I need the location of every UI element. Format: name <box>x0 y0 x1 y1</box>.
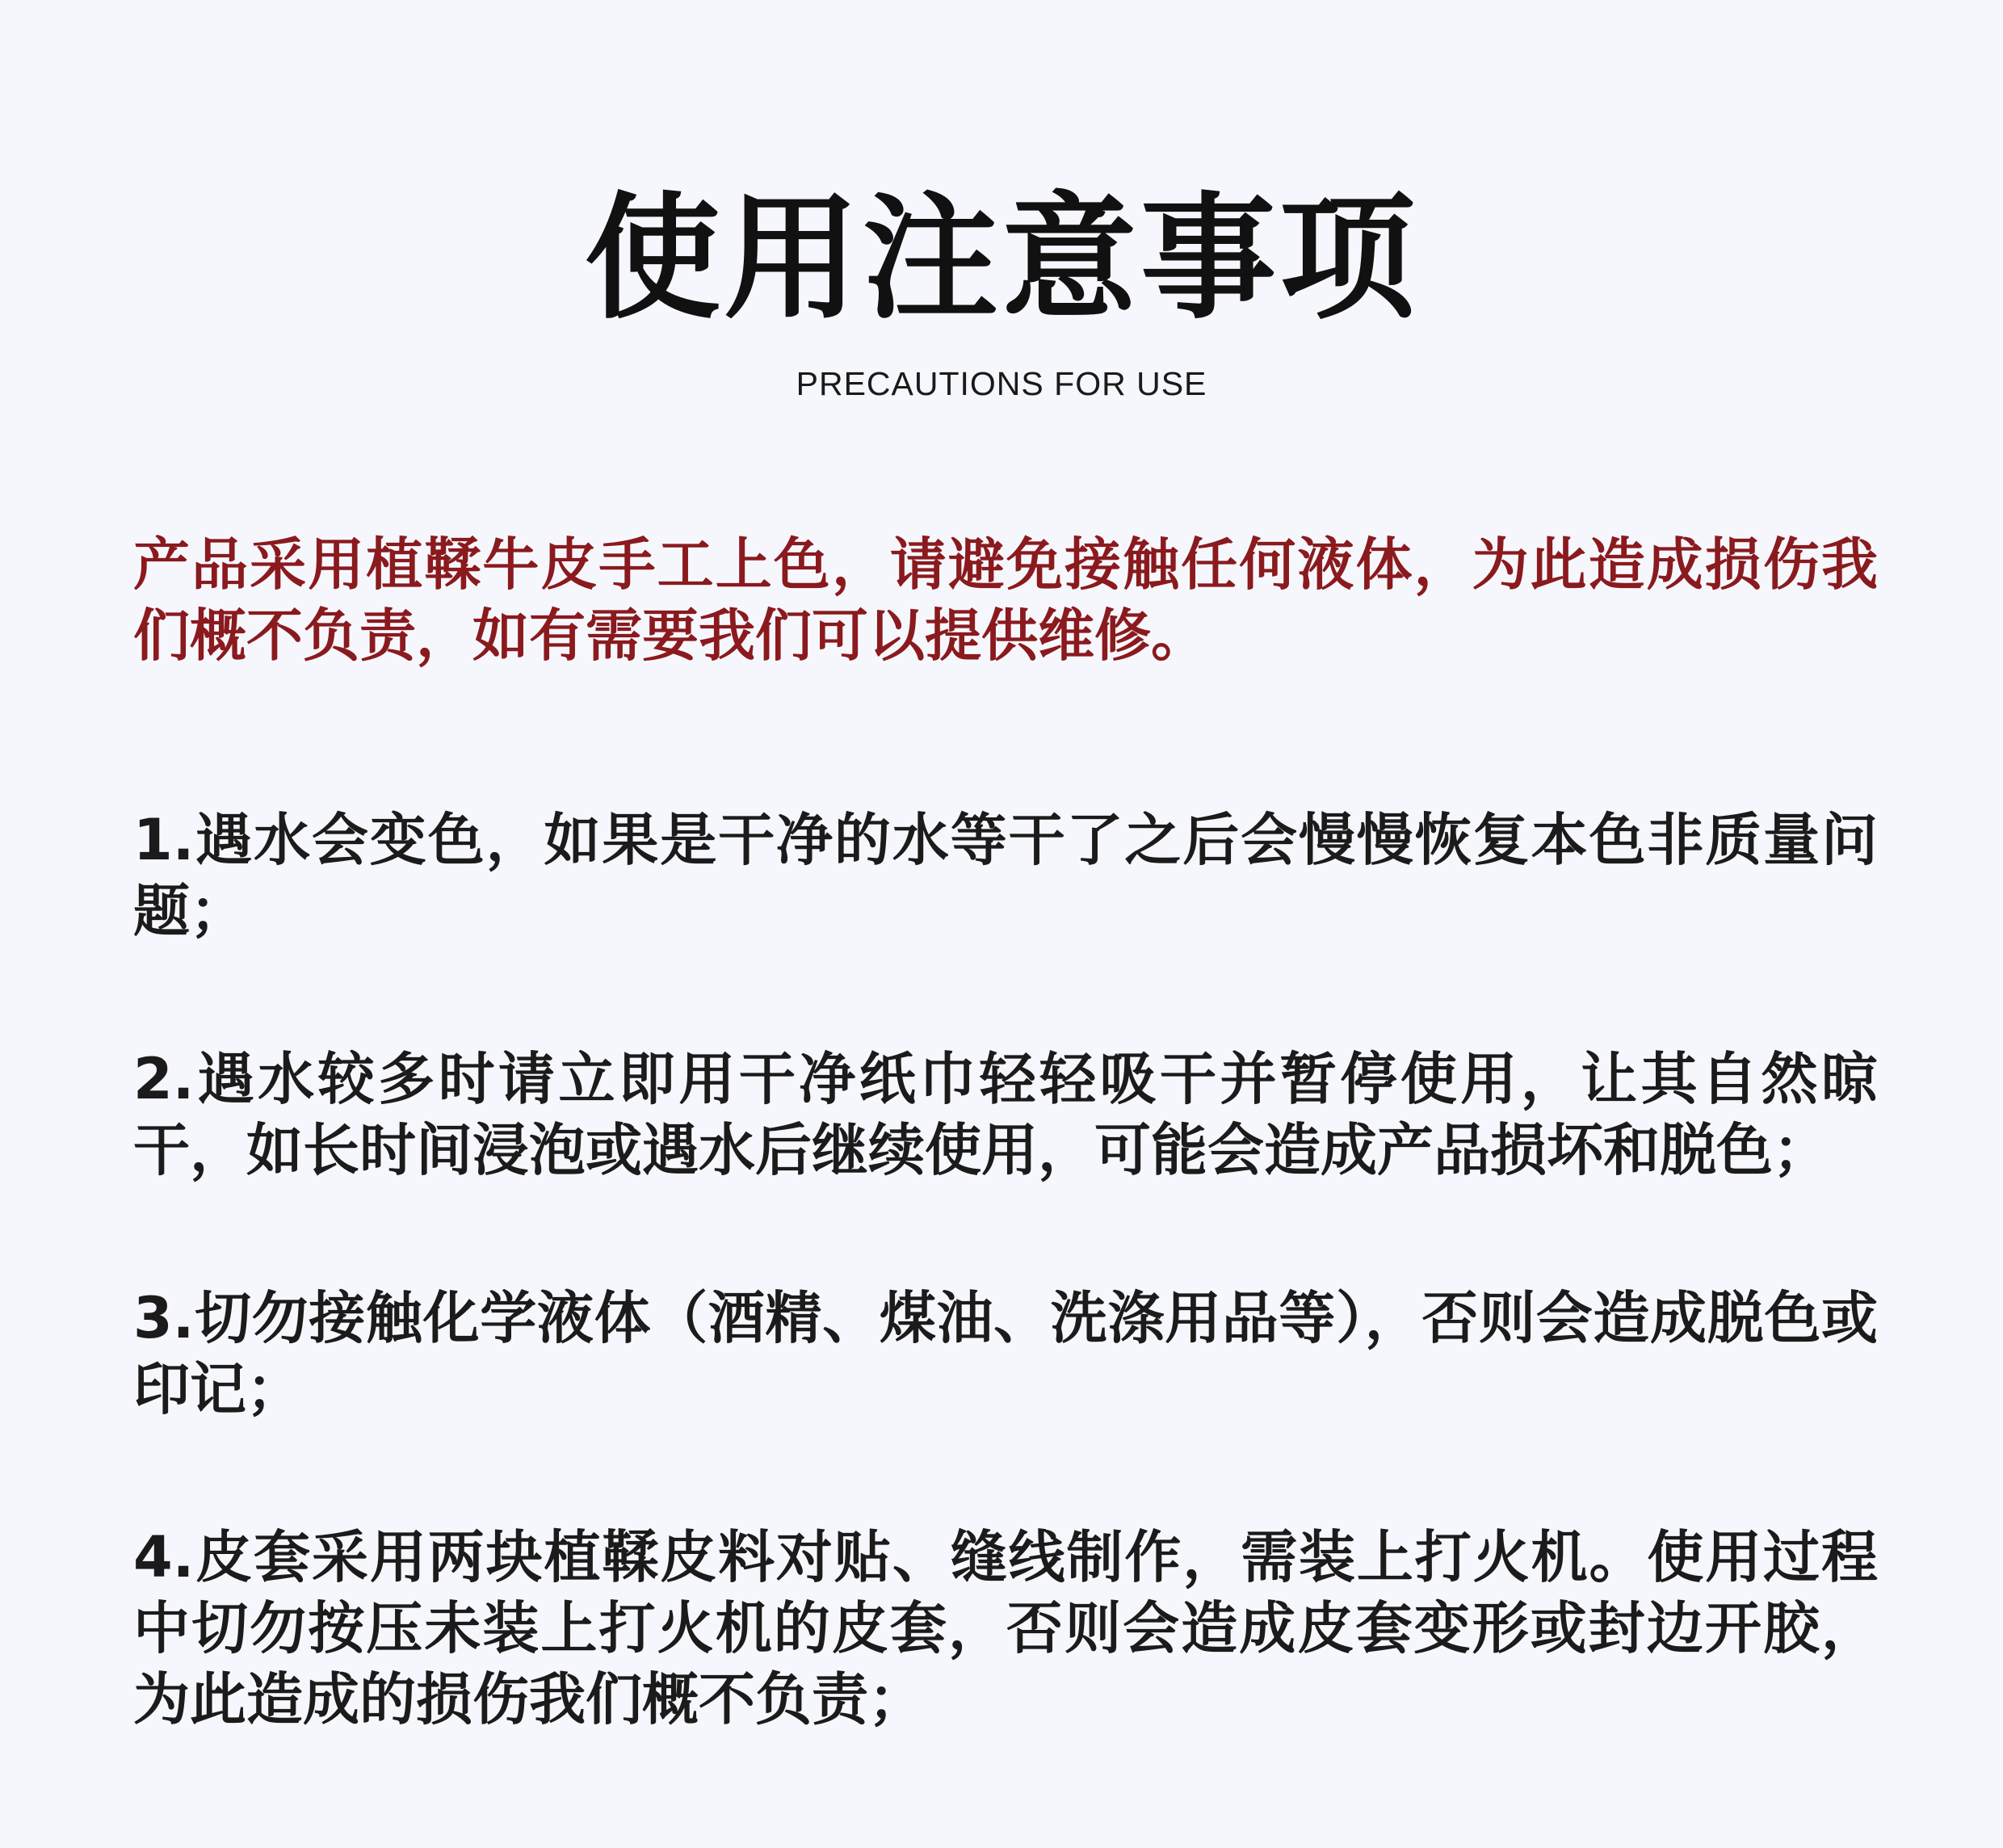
notice-paragraph: 产品采用植鞣牛皮手工上色，请避免接触任何液体，为此造成损伤我们概不负责，如有需要我们可以提供维修。 <box>133 531 1878 669</box>
header <box>0 178 2003 404</box>
content <box>133 529 1878 1735</box>
page-title: 使用注意事项 <box>585 179 1418 338</box>
precaution-item-4: 4.皮套采用两块植鞣皮料对贴、缝线制作，需装上打火机。使用过程中切勿按压未装上打火机的皮套，否则会造成皮套变形或封边开胶，为此造成的损伤我们概不负责； <box>133 1524 1878 1732</box>
page-subtitle: PRECAUTIONS FOR USE <box>796 365 1207 402</box>
precaution-item-3: 3.切勿接触化学液体（酒精、煤油、洗涤用品等），否则会造成脱色或印记； <box>133 1285 1878 1422</box>
precaution-list <box>133 804 1878 1735</box>
precaution-item-1: 1.遇水会变色，如果是干净的水等干了之后会慢慢恢复本色非质量问题； <box>133 807 1878 944</box>
precaution-item-2: 2.遇水较多时请立即用干净纸巾轻轻吸干并暂停使用，让其自然晾干，如长时间浸泡或遇水后继续使用，可能会造成产品损坏和脱色； <box>133 1046 1878 1183</box>
